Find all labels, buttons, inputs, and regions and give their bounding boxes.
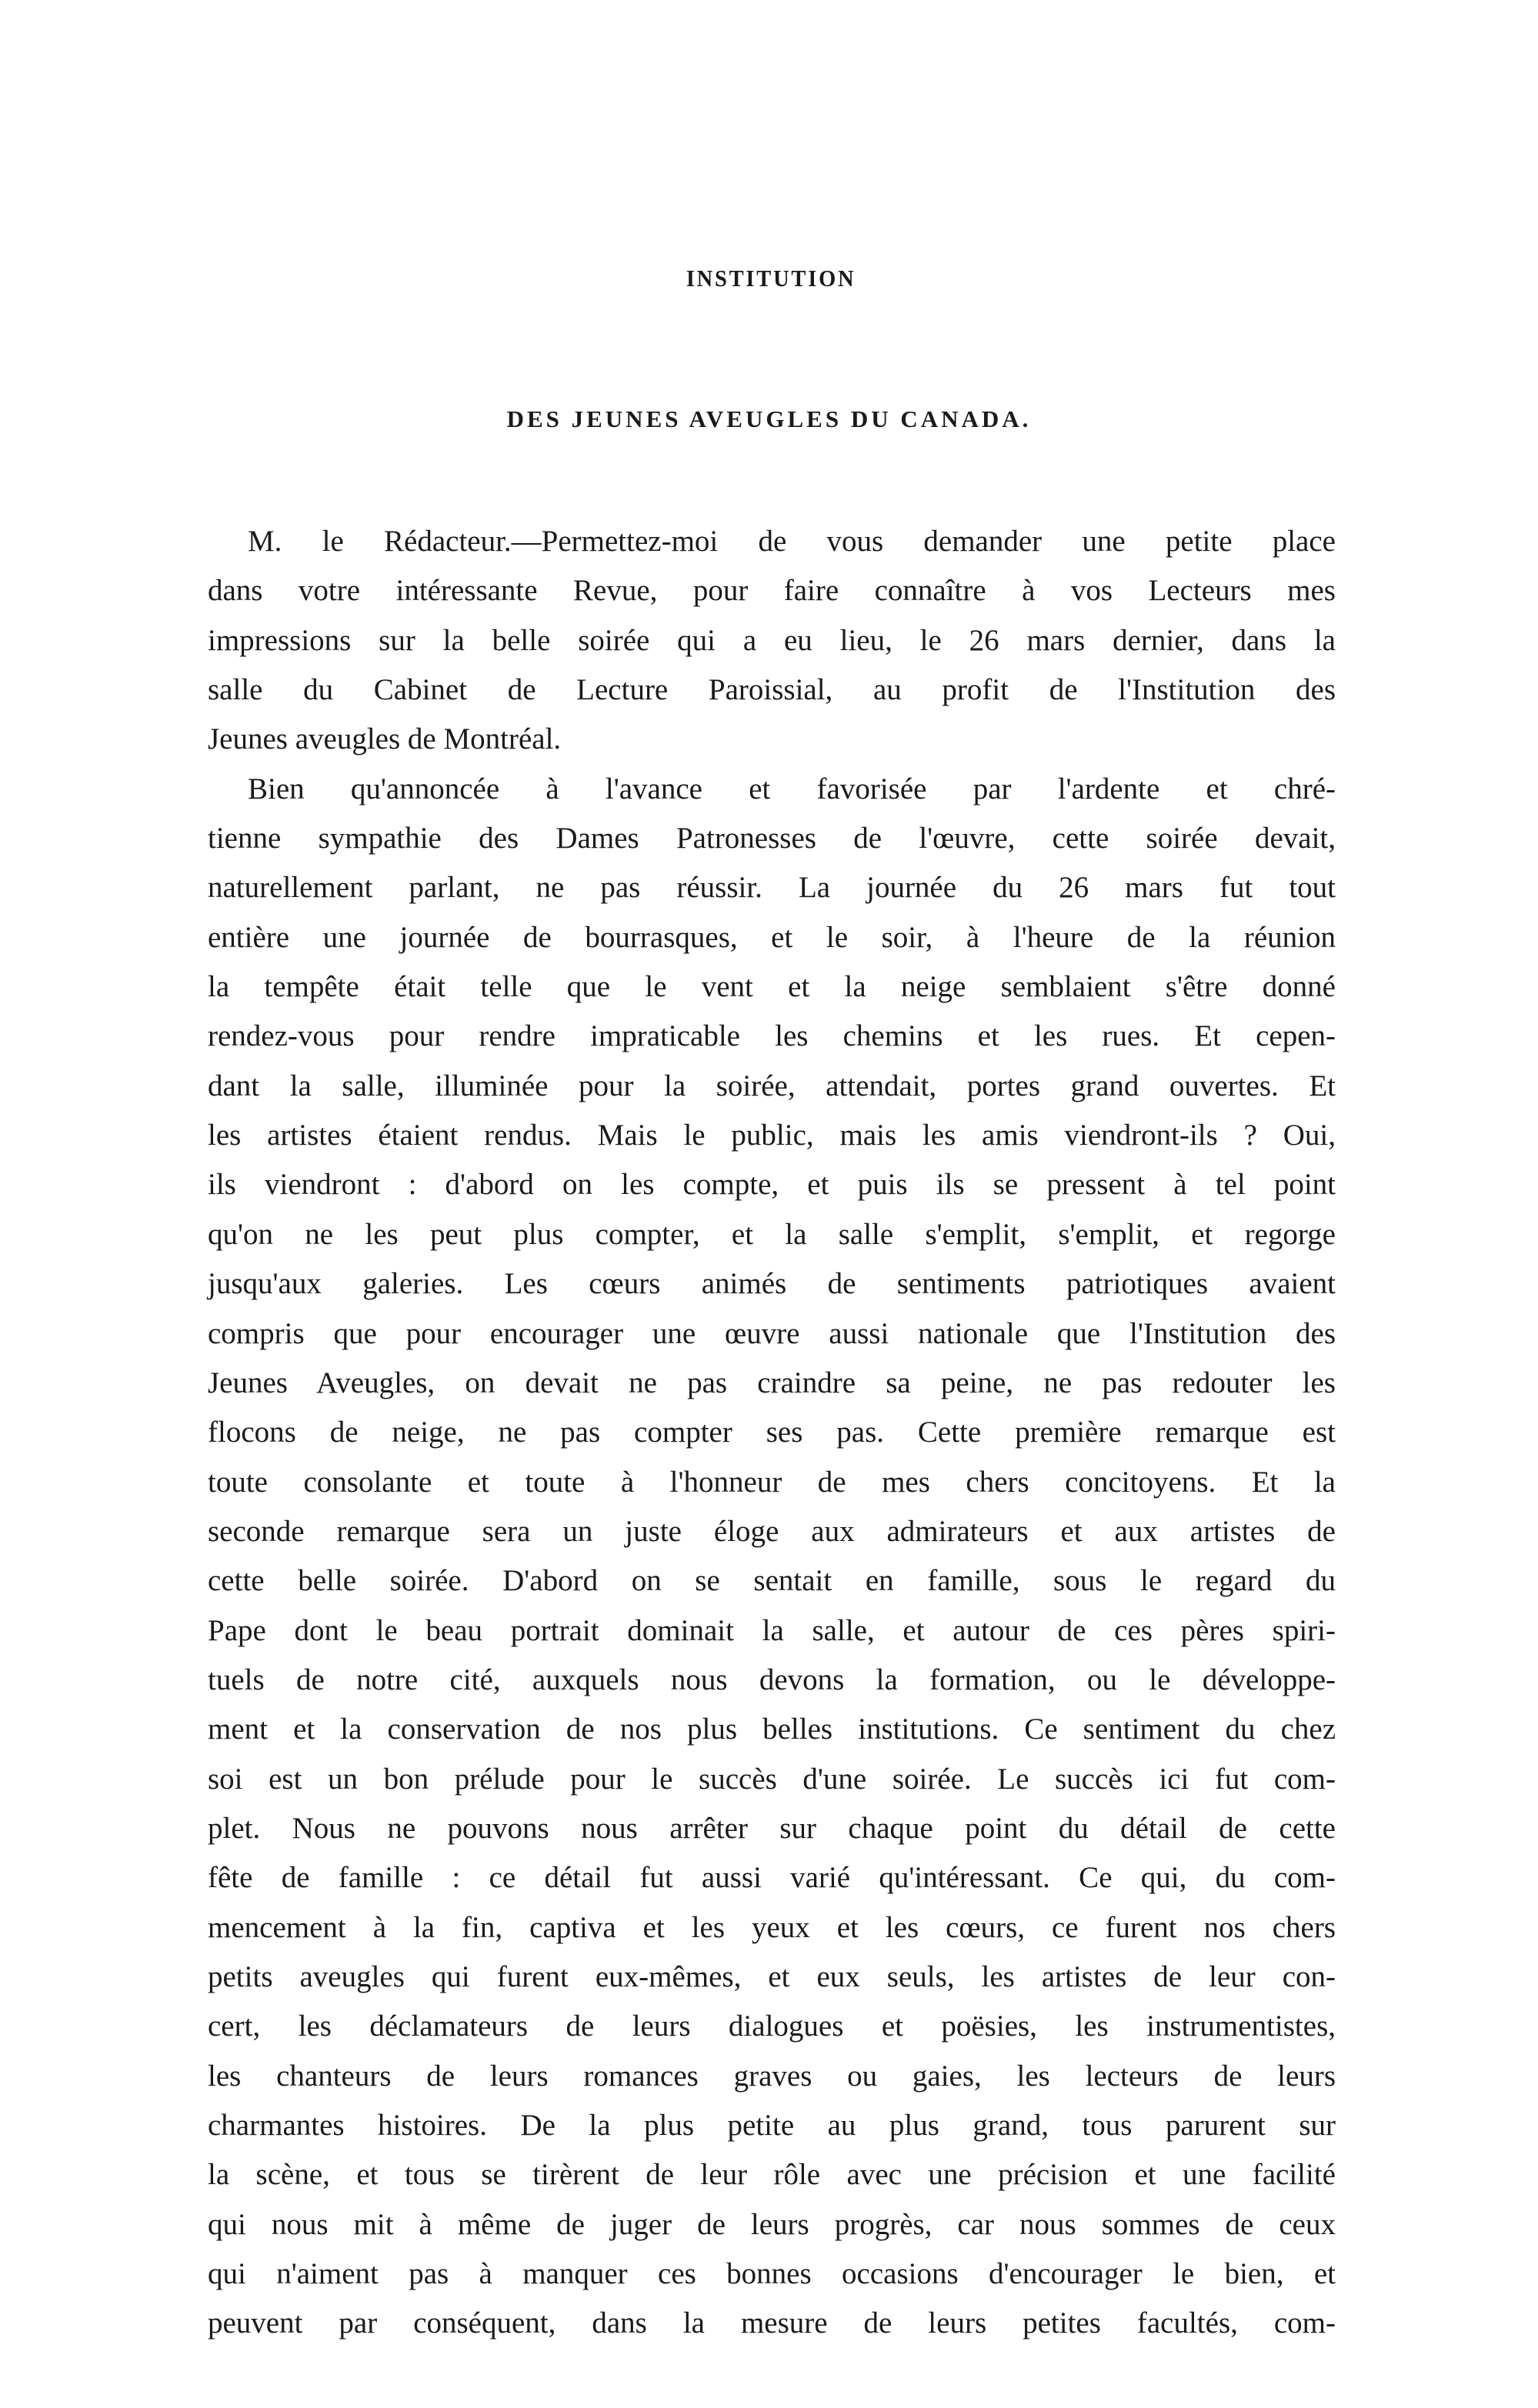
text-line: salle du Cabinet de Lecture Paroissial, au profit de l'Institution des	[208, 673, 1336, 707]
text-line: ment et la conservation de nos plus belles institutions. Ce sentiment du chez	[208, 1713, 1336, 1746]
text-line: fête de famille : ce détail fut aussi varié qu'intéressant. Ce qui, du com-	[208, 1861, 1336, 1895]
text-line: seconde remarque sera un juste éloge aux admirateurs et aux artistes de	[208, 1514, 1336, 1548]
text-line: tuels de notre cité, auxquels nous devons la formation, ou le développe-	[208, 1663, 1336, 1696]
text-line: mencement à la fin, captiva et les yeux et les cœurs, ce furent nos chers	[208, 1910, 1336, 1944]
text-line: la scène, et tous se tirèrent de leur rôle avec une précision et une facilité	[208, 2158, 1336, 2192]
paragraph-1	[208, 517, 1336, 765]
text-line: les chanteurs de leurs romances graves ou gaies, les lecteurs de leurs	[208, 2059, 1336, 2093]
text-line: cert, les déclamateurs de leurs dialogues et poësies, les instrumentistes,	[208, 2009, 1336, 2043]
text-line: qui nous mit à même de juger de leurs progrès, car nous sommes de ceux	[208, 2207, 1336, 2241]
text-line: les artistes étaient rendus. Mais le public, mais les amis viendront-ils ? Oui,	[208, 1119, 1336, 1152]
text-line: soi est un bon prélude pour le succès d'une soirée. Le succès ici fut com-	[208, 1762, 1336, 1796]
text-line: Pape dont le beau portrait dominait la salle, et autour de ces pères spiri-	[208, 1613, 1336, 1647]
text-line: Jeunes Aveugles, on devait ne pas craindre sa peine, ne pas redouter les	[208, 1366, 1336, 1399]
heading-line-1: INSTITUTION	[686, 265, 856, 292]
text-line: ils viendront : d'abord on les compte, et puis ils se pressent à tel point	[208, 1168, 1336, 1202]
text-line: toute consolante et toute à l'honneur de mes chers concitoyens. Et la	[208, 1465, 1336, 1499]
text-line: qui n'aiment pas à manquer ces bonnes occasions d'encourager le bien, et	[208, 2257, 1336, 2291]
text-line: entière une journée de bourrasques, et le soir, à l'heure de la réunion	[208, 920, 1336, 954]
text-line: cette belle soirée. D'abord on se sentait en famille, sous le regard du	[208, 1564, 1336, 1598]
text-line: tienne sympathie des Dames Patronesses de l'œuvre, cette soirée devait,	[208, 822, 1336, 855]
text-line: dant la salle, illuminée pour la soirée, attendait, portes grand ouvertes. Et	[208, 1069, 1336, 1102]
heading-line-2	[0, 405, 1538, 433]
text-line: rendez-vous pour rendre impraticable les chemins et les rues. Et cepen-	[208, 1019, 1336, 1053]
article-body	[208, 517, 1336, 2349]
text-line: flocons de neige, ne pas compter ses pas. Cette première remarque est	[208, 1416, 1336, 1449]
text-line: la tempête était telle que le vent et la neige semblaient s'être donné	[208, 970, 1336, 1004]
text-line: plet. Nous ne pouvons nous arrêter sur chaque point du détail de cette	[208, 1811, 1336, 1845]
text-line: impressions sur la belle soirée qui a eu lieu, le 26 mars dernier, dans la	[208, 623, 1336, 657]
text-line: jusqu'aux galeries. Les cœurs animés de sentiments patriotiques avaient	[208, 1267, 1336, 1301]
text-line: peuvent par conséquent, dans la mesure de leurs petites facultés, com-	[208, 2306, 1336, 2340]
text-line: compris que pour encourager une œuvre aussi nationale que l'Institution des	[208, 1316, 1336, 1350]
text-line: Jeunes aveugles de Montréal.	[208, 722, 562, 756]
text-line: qu'on ne les peut plus compter, et la salle s'emplit, s'emplit, et regorge	[208, 1217, 1336, 1251]
text-line: petits aveugles qui furent eux-mêmes, et eux seuls, les artistes de leur con-	[208, 1959, 1336, 1993]
text-line: dans votre intéressante Revue, pour faire connaître à vos Lecteurs mes	[208, 574, 1336, 608]
heading-line-2-text: DES JEUNES AVEUGLES DU CANADA.	[506, 405, 1032, 432]
text-line: Bien qu'annoncée à l'avance et favorisée par l'ardente et chré-	[248, 772, 1336, 805]
text-line: naturellement parlant, ne pas réussir. La journée du 26 mars fut tout	[208, 871, 1336, 905]
text-line: M. le Rédacteur.—Permettez-moi de vous demander une petite place	[248, 525, 1336, 558]
paragraph-2	[208, 765, 1336, 2349]
text-line: charmantes histoires. De la plus petite au plus grand, tous parurent sur	[208, 2109, 1336, 2142]
